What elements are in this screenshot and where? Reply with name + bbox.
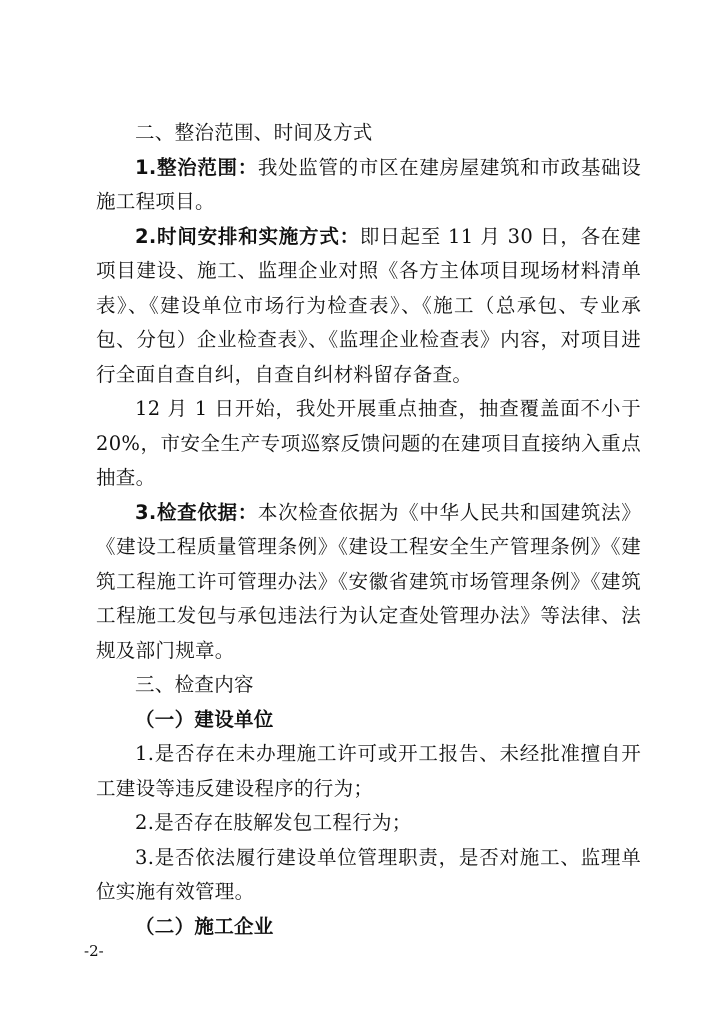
subheading-construction-enterprise: （二）施工企业 xyxy=(135,914,274,938)
section-heading-scope: 二、整治范围、时间及方式 xyxy=(135,121,373,144)
text-schedule: 即日起至 11 月 30 日，各在建项目建设、施工、监理企业对照《各方主体项目现场材料清单表》、《建设单位市场行为检查表》、《施工（总承包、专业承包、分包）企业检查表》、《监理企业检查表》内容，对项目进行全面自查自纠，自查自纠材料留存备查。 xyxy=(96,224,641,386)
page-number: -2- xyxy=(84,942,104,960)
label-basis: 3.检查依据： xyxy=(135,500,258,524)
list-item-permit: 1.是否存在未办理施工许可或开工报告、未经批准擅自开工建设等违反建设程序的行为； xyxy=(96,742,641,800)
text-basis: 本次检查依据为《中华人民共和国建筑法》《建设工程质量管理条例》《建设工程安全生产管理条例》《建筑工程施工许可管理办法》《安徽省建筑市场管理条例》《建筑工程施工发包与承包违法行为认定查处管理办法》等法律、法规及部门规章。 xyxy=(96,500,642,662)
section-heading-content: 三、检查内容 xyxy=(135,673,254,696)
subheading-construction-unit: （一）建设单位 xyxy=(135,707,274,731)
paragraph-schedule xyxy=(96,220,641,393)
label-schedule: 2.时间安排和实施方式： xyxy=(135,224,360,248)
paragraph-basis xyxy=(96,496,641,669)
document-body xyxy=(96,116,641,944)
text-scope: 我处监管的市区在建房屋建筑和市政基础设施工程项目。 xyxy=(96,155,642,213)
list-item-duties: 3.是否依法履行建设单位管理职责，是否对施工、监理单位实施有效管理。 xyxy=(96,845,641,903)
paragraph-spot-check: 12 月 1 日开始，我处开展重点抽查，抽查覆盖面不小于 20%，市安全生产专项巡察反馈问题的在建项目直接纳入重点抽查。 xyxy=(96,397,641,489)
list-item-split-contract: 2.是否存在肢解发包工程行为； xyxy=(135,811,412,834)
label-scope: 1.整治范围： xyxy=(135,155,258,179)
paragraph-scope xyxy=(96,151,641,220)
